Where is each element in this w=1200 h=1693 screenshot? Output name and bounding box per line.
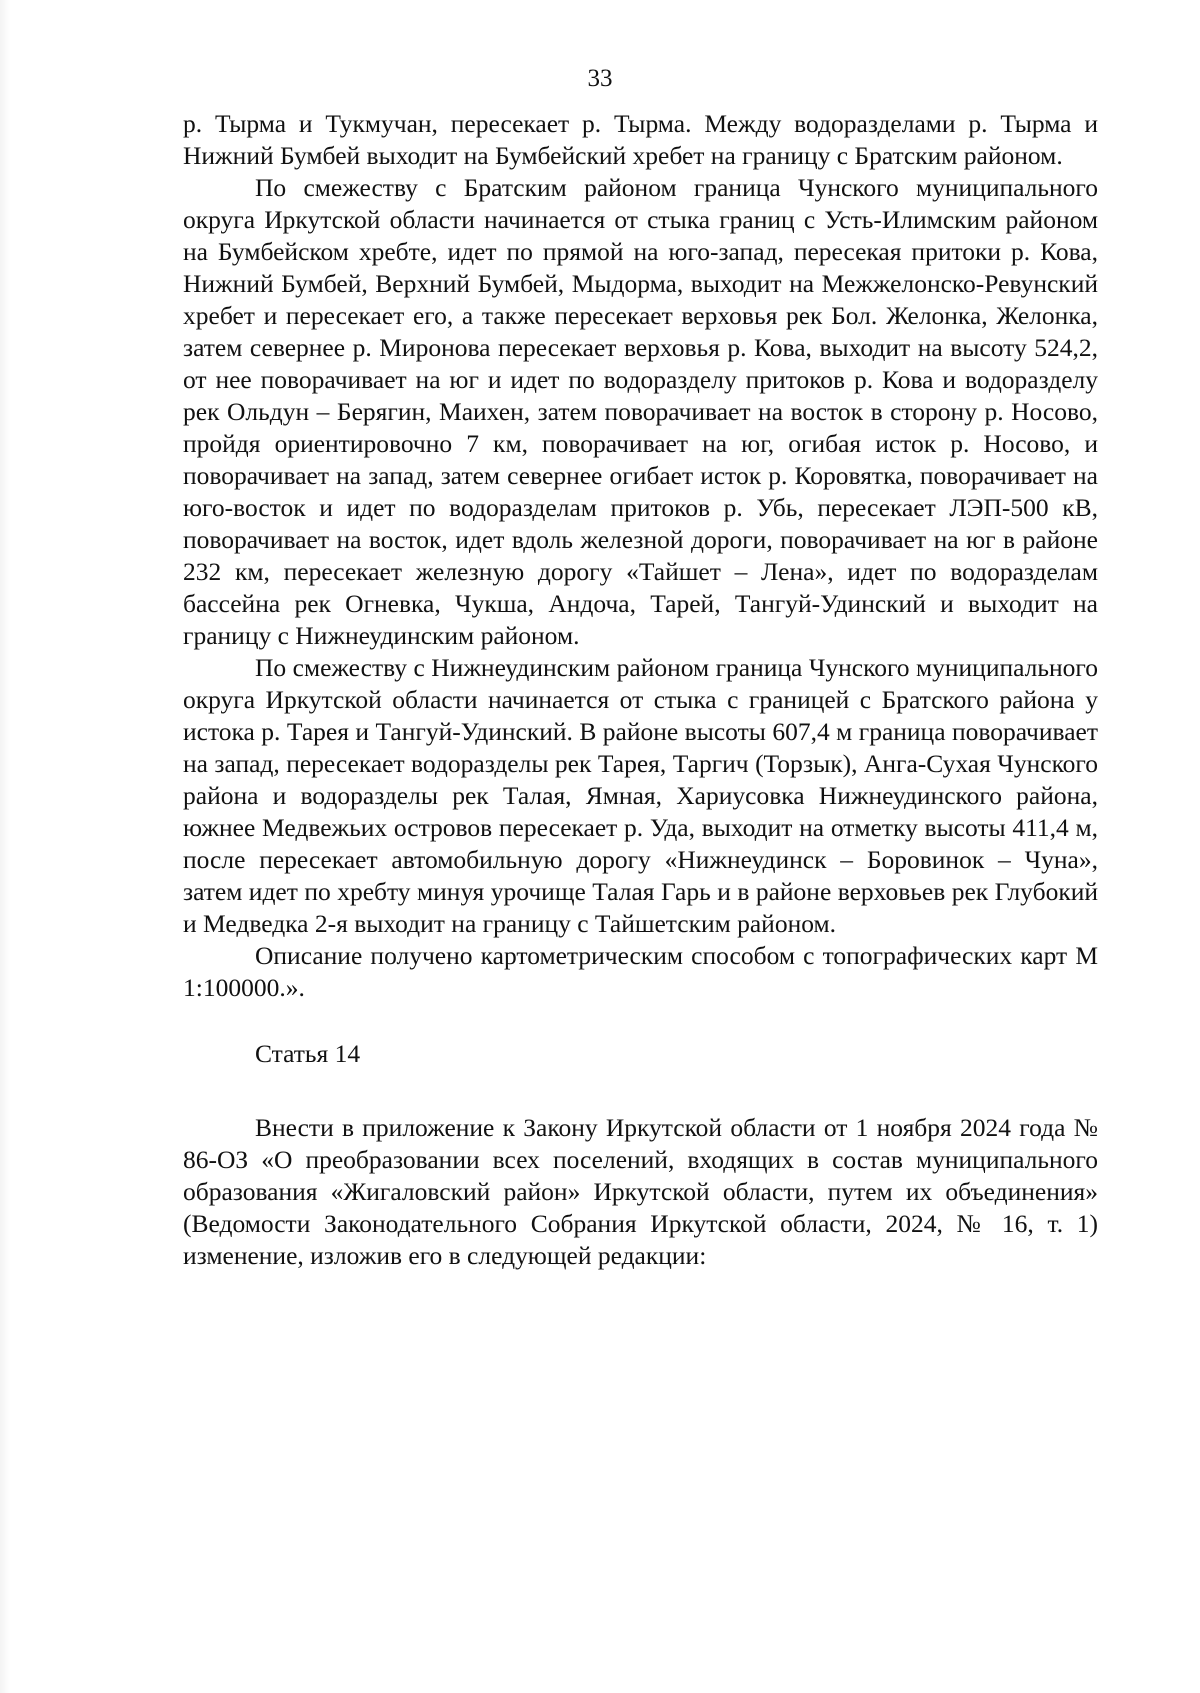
article-text: Внести в приложение к Закону Иркутской области от 1 ноября 2024 года № 86-ОЗ «О преобразовании всех поселений, входящих в состав муниципального образования «Жигаловский район» Иркутской области, путем их объединения» (Ведомости Законодательного Собрания Иркутской области, 2024, № 16, т. 1) изменение, изложив его в следующей редакции: <box>183 1113 1098 1270</box>
document-body <box>183 108 1098 1272</box>
scan-edge <box>0 0 10 1693</box>
paragraph-continuation: р. Тырма и Тукмучан, пересекает р. Тырма. Между водоразделами р. Тырма и Нижний Бумбей выходит на Бумбейский хребет на границу с Братским районом. <box>183 109 1098 170</box>
page-number: 33 <box>587 65 613 92</box>
paragraph-nizhneudinsk-border: По смежеству с Нижнеудинским районом граница Чунского муниципального округа Иркутской области начинается от стыка с границей с Братского района у истока р. Тарея и Тангуй-Удинский. В районе высоты 607,4 м граница поворачивает на запад, пересекает водоразделы рек Тарея, Таргич (Торзык), Анга-Сухая Чунского района и водоразделы рек Талая, Ямная, Хариусовка Нижнеудинского района, южнее Медвежьих островов пересекает р. Уда, выходит на отметку высоты 411,4 м, после пересекает автомобильную дорогу «Нижнеудинск – Боровинок – Чуна», затем идет по хребту минуя урочище Талая Гарь и в районе верховьев рек Глубокий и Медведка 2-я выходит на границу с Тайшетским районом. <box>183 653 1098 938</box>
paragraph-bratsk-border: По смежеству с Братским районом граница Чунского муниципального округа Иркутской области начинается от стыка границ с Усть-Илимским районом на Бумбейском хребте, идет по прямой на юго-запад, пересекая притоки р. Кова, Нижний Бумбей, Верхний Бумбей, Мыдорма, выходит на Межжелонско-Ревунский хребет и пересекает его, а также пересекает верховья рек Бол. Желонка, Желонка, затем севернее р. Миронова пересекает верховья р. Кова, выходит на высоту 524,2, от нее поворачивает на юг и идет по водоразделу притоков р. Кова и водоразделу рек Ольдун – Берягин, Маихен, затем поворачивает на восток в сторону р. Носово, пройдя ориентировочно 7 км, поворачивает на юг, огибая исток р. Носово, и поворачивает на запад, затем севернее огибает исток р. Коровятка, поворачивает на юго-восток и идет по водоразделам притоков р. Убь, пересекает ЛЭП-500 кВ, поворачивает на восток, идет вдоль железной дороги, поворачивает на юг в районе 232 км, пересекает железную дорогу «Тайшет – Лена», идет по водоразделам бассейна рек Огневка, Чукша, Андоча, Тарей, Тангуй-Удинский и выходит на границу с Нижнеудинским районом. <box>183 173 1098 650</box>
paragraph-description-method: Описание получено картометрическим способом с топографических карт М 1:100000.». <box>183 941 1098 1002</box>
article-heading: Статья 14 <box>255 1039 361 1068</box>
